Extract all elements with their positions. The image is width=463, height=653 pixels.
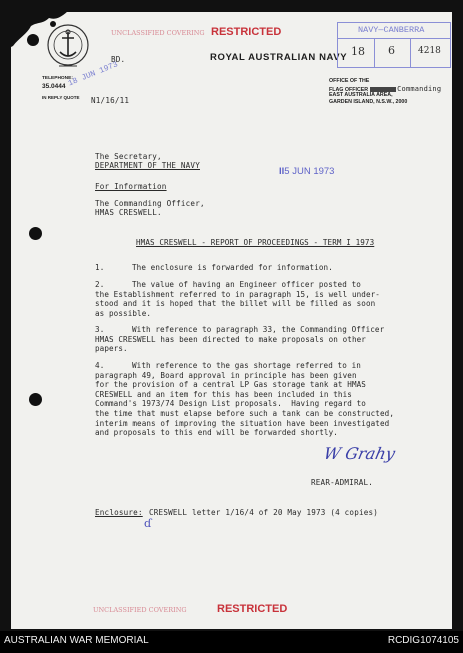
telephone-number: 35.0444 bbox=[42, 83, 66, 90]
punch-hole bbox=[29, 393, 42, 406]
top-restricted-marking: RESTRICTED bbox=[211, 26, 282, 38]
para-3-number: 3. bbox=[95, 325, 105, 334]
copy-line-1: The Commanding Officer, bbox=[95, 199, 205, 208]
bottom-restricted-marking: RESTRICTED bbox=[217, 603, 288, 615]
para-1-number: 1. bbox=[95, 263, 105, 272]
dated-stamp: II5 JUN 1973 bbox=[279, 166, 335, 177]
addressee-line-2: DEPARTMENT OF THE NAVY bbox=[95, 161, 200, 170]
received-date-stamp: 18 JUN 1973 bbox=[67, 60, 120, 89]
para-2-number: 2. bbox=[95, 280, 105, 289]
document-page bbox=[11, 12, 452, 629]
enclosure-text: CRESWELL letter 1/16/4 of 20 May 1973 (4 copies) bbox=[149, 508, 379, 517]
stamp-month: 6 bbox=[388, 44, 395, 57]
navy-canberra-stamp bbox=[337, 22, 451, 68]
subject-line: HMAS CRESWELL - REPORT OF PROCEEDINGS - TERM I 1973 bbox=[136, 238, 375, 247]
bottom-unclassified-covering: UNCLASSIFIED COVERING bbox=[93, 606, 187, 614]
stamp-ref: 4218 bbox=[418, 46, 441, 56]
footer-institution: AUSTRALIAN WAR MEMORIAL bbox=[4, 635, 149, 646]
para-3-text: With reference to paragraph 33, the Commanding Officer HMAS CRESWELL has been directed to make proposals on other papers. bbox=[95, 325, 385, 354]
for-information: For Information bbox=[95, 182, 167, 191]
signature-rank: REAR-ADMIRAL. bbox=[311, 478, 374, 487]
copy-line-2: HMAS CRESWELL. bbox=[95, 208, 162, 217]
stamp-day: 18 bbox=[351, 45, 365, 58]
reply-quote-label: IN REPLY QUOTE bbox=[42, 95, 80, 100]
stamp-divider bbox=[410, 38, 411, 67]
archive-footer bbox=[0, 631, 463, 653]
punch-hole bbox=[29, 227, 42, 240]
office-line-1: OFFICE OF THE bbox=[329, 78, 370, 84]
office-line-2-prefix: FLAG OFFICER bbox=[329, 87, 369, 93]
para-4-number: 4. bbox=[95, 361, 105, 370]
signature-scrawl: W Grahy bbox=[321, 444, 397, 463]
enclosure-label: Enclosure: bbox=[95, 508, 143, 517]
para-2-text: The value of having an Engineer officer posted to the Establishment referred to in paragraph 15, is well under- stood and it is hoped that the billet will be filled as soon as possible. bbox=[95, 280, 380, 318]
navy-crest bbox=[45, 22, 91, 76]
navy-title: ROYAL AUSTRALIAN NAVY bbox=[210, 52, 348, 63]
reference-number: N1/16/11 bbox=[91, 96, 130, 105]
bd-code: BD. bbox=[111, 55, 126, 64]
dated-stamp-date: 5 JUN 1973 bbox=[284, 166, 335, 177]
stamp-divider bbox=[374, 38, 375, 67]
para-1-text: The enclosure is forwarded for information. bbox=[132, 263, 333, 272]
telephone-label: TELEPHONE: bbox=[42, 76, 73, 81]
para-4-text: With reference to the gas shortage referred to in paragraph 49, Board approval in principle has been given for the provision of a central LP Gas storage tank at HMAS CRESWELL and an item for this has been included in this Command's 1973/74 Design List proposals. Having regard to the time that must elapse before such a tank can be constructed, interim means of improving the situation have been investigated and proposals to this end will be forwarded shortly. bbox=[95, 361, 394, 438]
addressee-line-1: The Secretary, bbox=[95, 152, 162, 161]
office-line-4: GARDEN ISLAND, N.S.W., 2000 bbox=[329, 99, 408, 105]
office-line-2-suffix: Commanding bbox=[397, 85, 442, 93]
stamp-divider bbox=[338, 38, 450, 39]
footer-reference: RCDIG1074105 bbox=[387, 635, 459, 646]
stamp-navy-canberra-title: NAVY—CANBERRA bbox=[358, 25, 425, 35]
enclosure-tick-mark: ɗ bbox=[144, 517, 152, 530]
office-line-3: EAST AUSTRALIA AREA, bbox=[329, 92, 393, 98]
top-unclassified-covering: UNCLASSIFIED COVERING bbox=[111, 29, 205, 37]
